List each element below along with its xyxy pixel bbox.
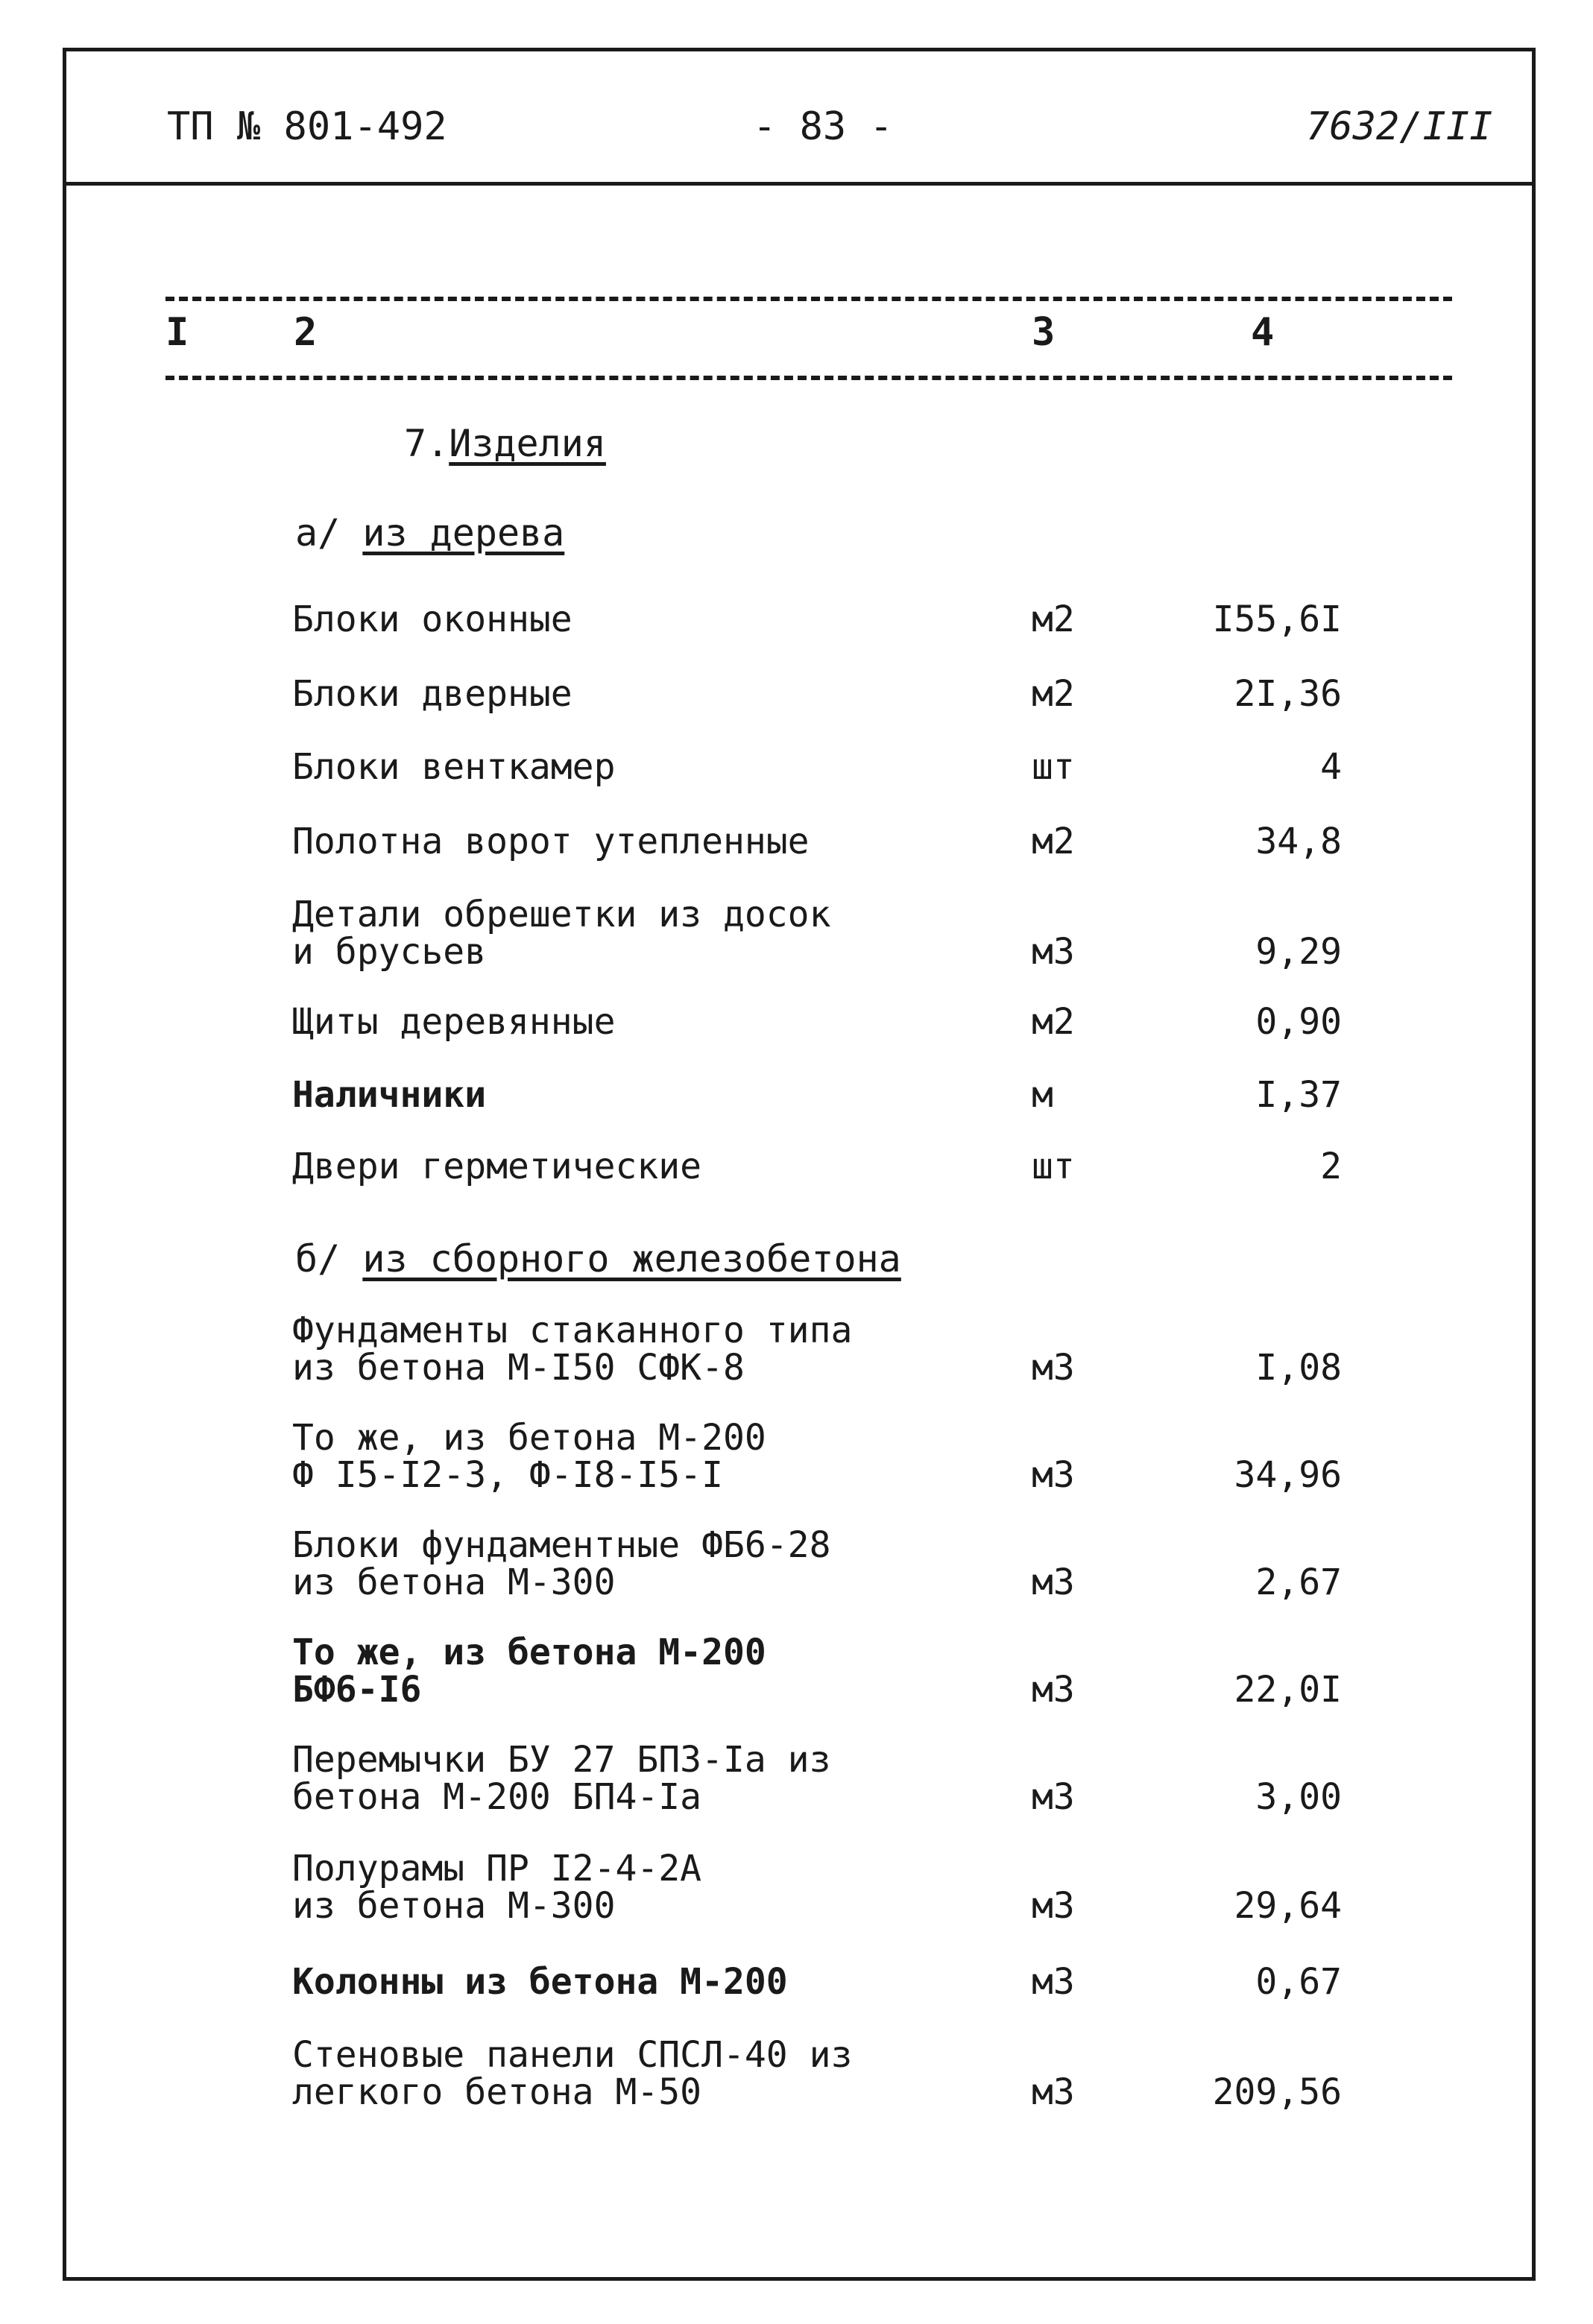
item-quantity: 4 [1320, 746, 1342, 788]
column-number-4: 4 [1251, 310, 1275, 355]
item-name: Детали обрешетки из досок и брусьев [292, 894, 831, 973]
item-name: То же, из бетона М-200 БФ6-I6 [292, 1632, 766, 1711]
item-name: Фундаменты стаканного типа из бетона М-I50 СФК-8 [292, 1310, 853, 1389]
item-unit: м3 [1032, 1776, 1075, 1818]
item-unit: м2 [1032, 673, 1075, 715]
section-heading: Изделия [449, 422, 606, 465]
item-unit: шт [1032, 1146, 1075, 1187]
column-number-1: I [165, 310, 189, 355]
item-name: Блоки венткамер [292, 746, 616, 788]
table-header-top-rule [165, 297, 1452, 301]
column-number-2: 2 [294, 310, 318, 355]
group-title-concrete [295, 1237, 901, 1281]
item-name: Стеновые панели СПСЛ-40 из легкого бетона М-50 [292, 2034, 853, 2113]
item-quantity: 3,00 [1255, 1776, 1342, 1818]
item-quantity: 22,0I [1234, 1669, 1342, 1711]
page-number: - 83 - [753, 104, 893, 149]
item-unit: шт [1032, 746, 1075, 788]
column-number-3: 3 [1032, 310, 1056, 355]
item-quantity: 2 [1320, 1146, 1342, 1187]
item-name: Блоки дверные [292, 673, 572, 715]
item-unit: м3 [1032, 2071, 1075, 2113]
item-quantity: 29,64 [1234, 1885, 1342, 1927]
item-quantity: 0,67 [1255, 1961, 1342, 2003]
item-unit: м2 [1032, 599, 1075, 640]
group-heading: из дерева [362, 511, 565, 555]
item-quantity: 2,67 [1255, 1562, 1342, 1603]
item-unit: м3 [1032, 1885, 1075, 1927]
item-name: Двери герметические [292, 1146, 702, 1187]
item-name: Полурамы ПР I2-4-2А из бетона М-300 [292, 1848, 702, 1927]
item-quantity: I,37 [1255, 1074, 1342, 1116]
item-quantity: I55,6I [1212, 599, 1342, 640]
item-unit: м3 [1032, 1961, 1075, 2003]
header-divider [63, 182, 1536, 186]
item-name: Блоки фундаментные ФБ6-28 из бетона М-300 [292, 1524, 831, 1603]
section-title [404, 422, 606, 465]
item-unit: м3 [1032, 931, 1075, 973]
item-name: Полотна ворот утепленные [292, 821, 810, 862]
item-quantity: 2I,36 [1234, 673, 1342, 715]
document-code: ТП № 801-492 [167, 104, 447, 149]
item-unit: м3 [1032, 1347, 1075, 1389]
item-unit: м2 [1032, 1001, 1075, 1043]
group-prefix: б/ [295, 1237, 341, 1281]
item-unit: м3 [1032, 1454, 1075, 1496]
item-name: Наличники [292, 1074, 487, 1116]
item-quantity: 9,29 [1255, 931, 1342, 973]
item-quantity: 209,56 [1212, 2071, 1342, 2113]
item-quantity: I,08 [1255, 1347, 1342, 1389]
item-unit: м3 [1032, 1669, 1075, 1711]
item-name: Блоки оконные [292, 599, 572, 640]
item-name: Колонны из бетона М-200 [292, 1961, 788, 2003]
section-number: 7. [404, 422, 449, 465]
item-name: Щиты деревянные [292, 1001, 616, 1043]
item-name: Перемычки БУ 27 БПЗ-Iа из бетона М-200 БП4-Iа [292, 1739, 831, 1818]
item-unit: м2 [1032, 821, 1075, 862]
item-unit: м [1032, 1074, 1053, 1116]
item-quantity: 0,90 [1255, 1001, 1342, 1043]
item-unit: м3 [1032, 1562, 1075, 1603]
table-header-bottom-rule [165, 376, 1452, 380]
group-heading: из сборного железобетона [362, 1237, 901, 1281]
group-title-wood [295, 511, 564, 555]
item-name: То же, из бетона М-200 Ф I5-I2-3, Ф-I8-I5-I [292, 1417, 766, 1496]
item-quantity: 34,8 [1255, 821, 1342, 862]
item-quantity: 34,96 [1234, 1454, 1342, 1496]
sheet-reference: 7632/III [1306, 104, 1493, 149]
group-prefix: а/ [295, 511, 341, 555]
